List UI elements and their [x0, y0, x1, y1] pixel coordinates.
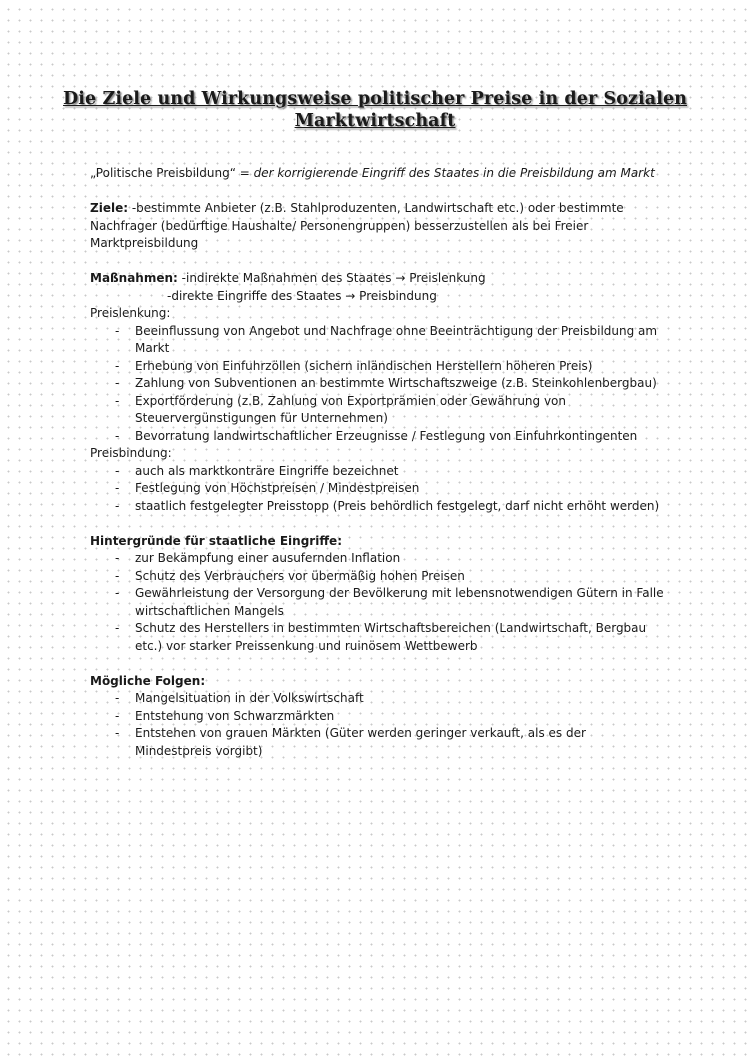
folgen-heading: Mögliche Folgen: — [90, 673, 206, 688]
definition-term: „Politische Preisbildung“ = — [90, 166, 254, 180]
preislenkung-heading: Preislenkung: — [90, 306, 171, 320]
massnahmen-indirect: -indirekte Maßnahmen des Staates → Preislenkung — [177, 271, 486, 285]
list-item: - zur Bekämpfung einer ausufernden Inflation — [90, 550, 665, 568]
list-item: - auch als marktkonträre Eingriffe bezeichnet — [90, 463, 665, 481]
definition-text: der korrigierende Eingriff des Staates in die Preisbildung am Markt — [253, 166, 655, 180]
definition-paragraph — [90, 165, 665, 183]
list-item: - Mangelsituation in der Volkswirtschaft — [90, 690, 665, 708]
list-item: - Gewährleistung der Versorgung der Bevölkerung mit lebensnotwendigen Gütern in Falle wirtschaftlichen Mangels — [90, 585, 665, 620]
ziele-text: -bestimmte Anbieter (z.B. Stahlproduzenten, Landwirtschaft etc.) oder bestimmte Nachfrager (bedürftige Haushalte/ Personengruppen) besserzustellen als bei Freier Marktpreisbildung — [90, 201, 624, 250]
list-item: - Schutz des Verbrauchers vor übermäßig hohen Preisen — [90, 568, 665, 586]
list-item: - Beeinflussung von Angebot und Nachfrage ohne Beeinträchtigung der Preisbildung am Markt — [90, 323, 665, 358]
folgen-list — [90, 690, 665, 760]
document-body — [90, 165, 665, 760]
ziele-label: Ziele: — [90, 201, 129, 215]
hintergruende-list — [90, 550, 665, 655]
list-item: - Bevorratung landwirtschaftlicher Erzeugnisse / Festlegung von Einfuhrkontingenten — [90, 428, 665, 446]
massnahmen-label: Maßnahmen: — [90, 271, 178, 285]
preislenkung-list — [90, 323, 665, 446]
ziele-paragraph — [90, 200, 665, 253]
preisbindung-list — [90, 463, 665, 516]
page-title: Die Ziele und Wirkungsweise politischer Preise in der Sozialen Marktwirtschaft — [63, 89, 687, 131]
preisbindung-heading: Preisbindung: — [90, 446, 172, 460]
list-item: - Zahlung von Subventionen an bestimmte Wirtschaftszweige (z.B. Steinkohlenbergbau) — [90, 375, 665, 393]
list-item: - staatlich festgelegter Preisstopp (Preis behördlich festgelegt, darf nicht erhöht werden) — [90, 498, 665, 516]
list-item: - Entstehung von Schwarzmärkten — [90, 708, 665, 726]
list-item: - Entstehen von grauen Märkten (Güter werden geringer verkauft, als es der Mindestpreis vorgibt) — [90, 725, 665, 760]
hintergruende-heading: Hintergründe für staatliche Eingriffe: — [90, 533, 342, 548]
massnahmen-line-1 — [90, 270, 665, 288]
list-item: - Exportförderung (z.B. Zahlung von Exportprämien oder Gewährung von Steuervergünstigungen für Unternehmen) — [90, 393, 665, 428]
list-item: - Festlegung von Höchstpreisen / Mindestpreisen — [90, 480, 665, 498]
list-item: - Schutz des Herstellers in bestimmten Wirtschaftsbereichen (Landwirtschaft, Bergbau etc.) vor starker Preissenkung und ruinösem Wettbewerb — [90, 620, 665, 655]
massnahmen-line-2: -direkte Eingriffe des Staates → Preisbindung — [167, 288, 437, 303]
list-item: - Erhebung von Einfuhrzöllen (sichern inländischen Herstellern höheren Preis) — [90, 358, 665, 376]
